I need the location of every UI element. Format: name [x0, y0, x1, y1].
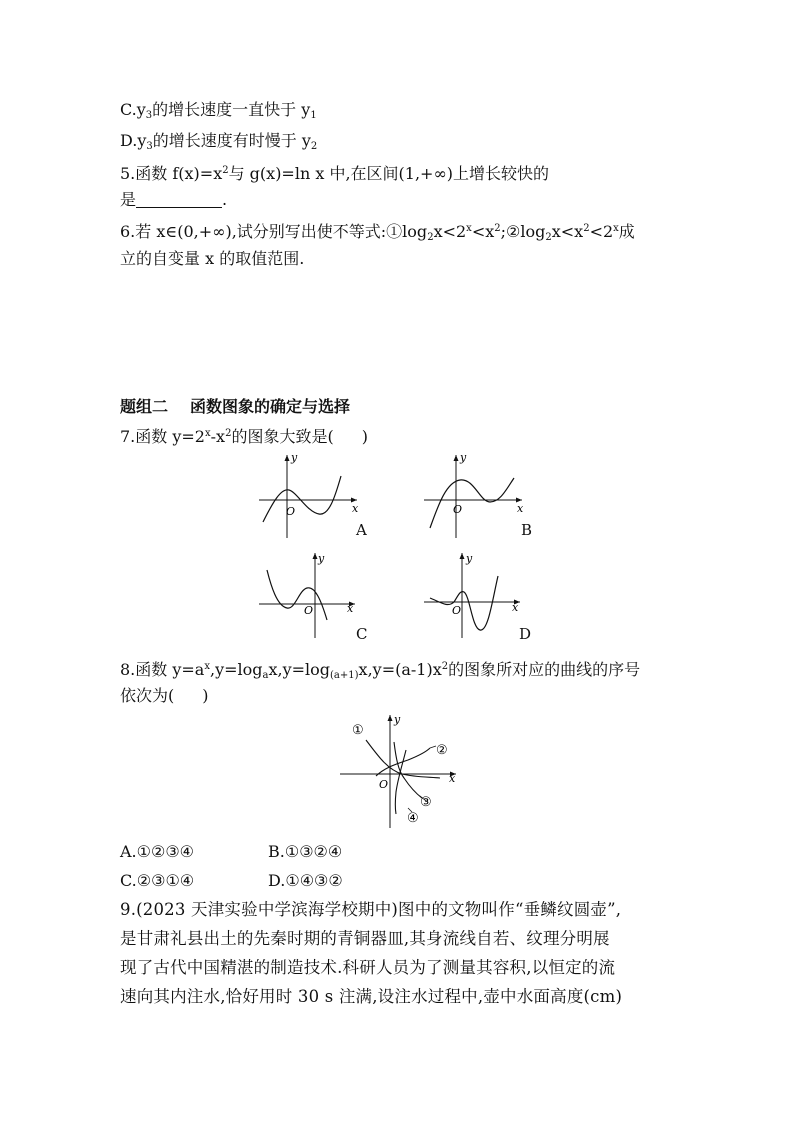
curve-b — [430, 478, 514, 528]
origin-label: O — [452, 604, 462, 617]
origin-label: O — [286, 505, 296, 518]
question-6-line-1: 6.若 x∈(0,+∞),试分别写出使不等式$:①\log_2x<2^x<x^2;②\log_2x<x^2<2^x$成 — [120, 222, 635, 243]
question-9-line-1: 9.(2023 天津实验中学滨海学校期中)图中的文物叫作“垂鳞纹圆壶”, — [120, 900, 622, 919]
graph-b — [420, 452, 533, 540]
question-7-stem: 7.函数 $y=2^x-x^2$的图象大致是( ) — [120, 427, 368, 446]
y-label: y — [291, 452, 298, 464]
x-label: x — [449, 772, 456, 785]
option-c-text: $C.y_3$的增长速度一直快于 $y_1$ — [120, 100, 317, 121]
question-9-line-4: 速向其内注水,恰好用时 30 s 注满,设注水过程中,壶中水面高度(cm) — [120, 987, 623, 1006]
graph-c-label: C — [356, 625, 368, 643]
graph-q8 — [336, 712, 466, 830]
question-8-line-2: 依次为( ) — [120, 686, 209, 705]
curve-label-2: ② — [436, 743, 448, 758]
y-label: y — [460, 452, 467, 464]
graph-d — [420, 550, 530, 640]
question-6-line-2: 立的自变量 x 的取值范围. — [120, 249, 305, 268]
origin-label: O — [453, 503, 463, 516]
curve-c — [267, 570, 327, 620]
question-5-line-1: 5.函数 $f(x)=x^2$与 g(x)=ln x 中,在区间(1,+∞)上增长较快的 — [120, 164, 550, 183]
curve-label-4: ④ — [407, 811, 419, 826]
graph-a — [255, 452, 365, 540]
y-axis-arrow — [313, 553, 318, 559]
curve-3 — [394, 742, 422, 798]
question-8-line-1: 8.函数 $y=a^x,y=\log_ax,y=\log_{(a+1)}x,y=(a-1)x^2$的图象所对应的曲线的序号 — [120, 660, 641, 681]
x-label: x — [517, 502, 524, 515]
y-label: y — [394, 713, 401, 726]
graph-a-label: A — [356, 521, 367, 539]
question-9-line-2: 是甘肃礼县出土的先秦时期的青铜器皿,其身流线自若、纹理分明展 — [120, 929, 610, 948]
x-label: x — [352, 502, 359, 515]
y-axis-arrow — [285, 455, 290, 461]
y-label: y — [466, 552, 473, 565]
q8-option-c: C.②③①④ — [120, 871, 195, 890]
curve-d — [430, 576, 498, 630]
y-axis-arrow — [388, 715, 393, 721]
q8-option-d: D.①④③② — [268, 871, 343, 890]
y-label: y — [318, 552, 325, 565]
x-label: x — [512, 601, 519, 614]
curve-a — [263, 476, 341, 522]
x-label: x — [347, 602, 354, 615]
curve-1 — [366, 740, 440, 778]
y-axis-arrow — [454, 455, 459, 461]
question-5-line-2: 是 . — [120, 190, 228, 209]
q8-option-a: A.①②③④ — [120, 842, 195, 861]
q8-option-b: B.①③②④ — [268, 842, 343, 861]
question-9-line-3: 现了古代中国精湛的制造技术.科研人员为了测量其容积,以恒定的流 — [120, 958, 616, 977]
curve-label-3: ③ — [420, 795, 432, 810]
origin-label: O — [379, 778, 389, 791]
graph-d-label: D — [519, 625, 532, 643]
graph-c — [255, 550, 365, 640]
y-axis-arrow — [460, 553, 465, 559]
graph-b-label: B — [521, 521, 533, 539]
option-d-text: $D.y_3$的增长速度有时慢于 $y_2$ — [120, 131, 318, 152]
answer-blank — [136, 191, 222, 208]
curve-label-1: ① — [352, 723, 364, 738]
origin-label: O — [304, 604, 314, 617]
section-heading: 题组二 函数图象的确定与选择 — [120, 397, 351, 416]
